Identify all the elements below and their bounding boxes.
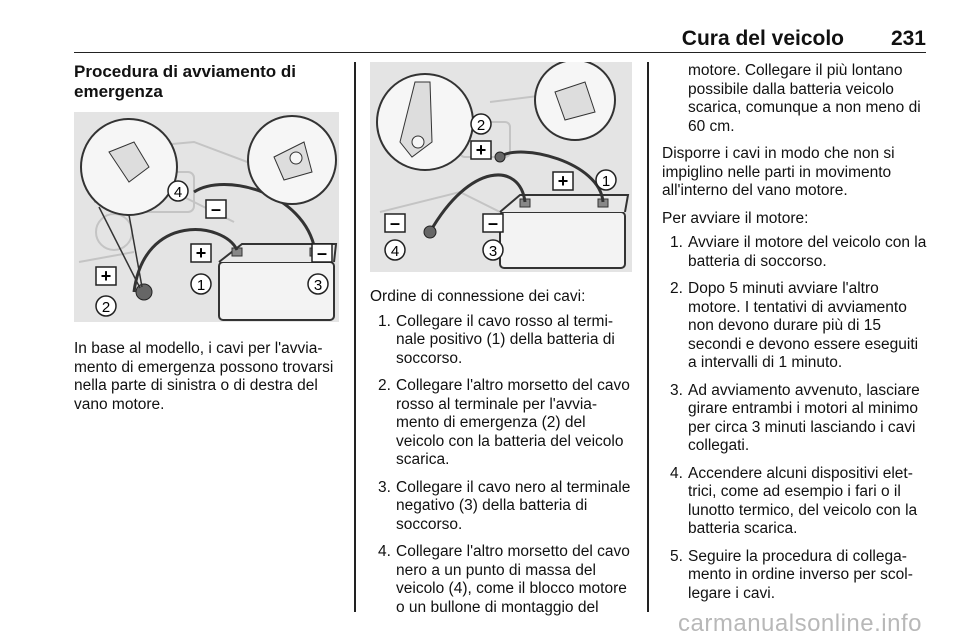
list-item: 1. Avviare il motore del veicolo con la batteria di soccorso. xyxy=(670,234,927,270)
intro-paragraph: In base al modello, i cavi per l'avvia-mento di emergenza possono trovarsi nella parte di sinistra o di destra del vano motore. xyxy=(74,340,334,413)
list-item: 2. Dopo 5 minuti avviare l'altro motore. I tentativi di avviamento non devono durare più di 15 secondi e devono essere eseguiti a intervalli di 1 minuto. xyxy=(670,280,919,371)
minus-symbol-left: – xyxy=(389,213,401,233)
minus-symbol-upper: – xyxy=(210,199,222,219)
list-item: 3. Ad avviamento avvenuto, lasciare girare entrambi i motori al minimo per circa 3 minuti lasciando i cavi collegati. xyxy=(670,381,920,454)
column-divider-2 xyxy=(647,62,649,612)
column-3 xyxy=(662,62,930,612)
minus-symbol-battery: – xyxy=(316,243,328,263)
label-1: 1 xyxy=(196,277,206,294)
order-intro: Ordine di connessione dei cavi: xyxy=(370,288,586,305)
jump-start-illustration-right xyxy=(370,62,632,272)
list-item: 5. Seguire la procedura di collega-mento in ordine inverso per scol-legare i cavi. xyxy=(670,547,913,602)
plus-symbol-battery: + xyxy=(195,243,207,263)
plus-symbol-upper: + xyxy=(475,140,487,160)
plus-symbol-battery: + xyxy=(557,171,569,191)
label-1: 1 xyxy=(601,173,611,190)
column-1 xyxy=(74,62,344,414)
list-item: 1. Collegare il cavo rosso al termi-nale positivo (1) della batteria di soccorso. xyxy=(378,312,615,367)
label-2: 2 xyxy=(101,299,111,316)
column-divider-1 xyxy=(354,62,356,612)
label-3: 3 xyxy=(488,243,498,260)
watermark: carmanualsonline.info xyxy=(678,610,922,637)
label-4: 4 xyxy=(173,184,183,201)
cable-routing-paragraph: Disporre i cavi in modo che non si impiglino nelle parti in movimento all'interno del vano motore. xyxy=(662,145,895,199)
list-item: 2. Collegare l'altro morsetto del cavo rosso al terminale per l'avvia-mento di emergenza (2) del veicolo con la batteria del veicolo scarica. xyxy=(378,377,630,468)
list-item: 3. Collegare il cavo nero al terminale negativo (3) della batteria di soccorso. xyxy=(378,478,631,533)
jump-start-illustration-left xyxy=(74,112,339,322)
label-4: 4 xyxy=(390,243,400,260)
plus-symbol-left: + xyxy=(100,266,112,286)
section-heading: Procedura di avviamento di emergenza xyxy=(74,62,297,101)
page-header xyxy=(74,27,926,53)
section-title: Cura del veicolo xyxy=(681,27,844,50)
page-number: 231 xyxy=(890,27,926,50)
list-item: 4. Collegare l'altro morsetto del cavo nero a un punto di massa del veicolo (4), come il blocco motore o un bullone di montaggio del xyxy=(378,543,630,616)
start-engine-intro: Per avviare il motore: xyxy=(662,209,809,227)
connection-steps xyxy=(370,313,638,618)
step-continuation: motore. Collegare il più lontano possibile dalla batteria veicolo scarica, comunque a non meno di 60 cm. xyxy=(688,62,921,135)
label-3: 3 xyxy=(313,277,323,294)
label-2: 2 xyxy=(476,117,486,134)
column-2 xyxy=(370,62,638,626)
list-item: 4. Accendere alcuni dispositivi elet-trici, come ad esempio i fari o il lunotto termico, del veicolo con la batteria scarica. xyxy=(670,464,918,537)
minus-symbol-battery: – xyxy=(487,213,499,233)
start-steps xyxy=(662,234,930,603)
